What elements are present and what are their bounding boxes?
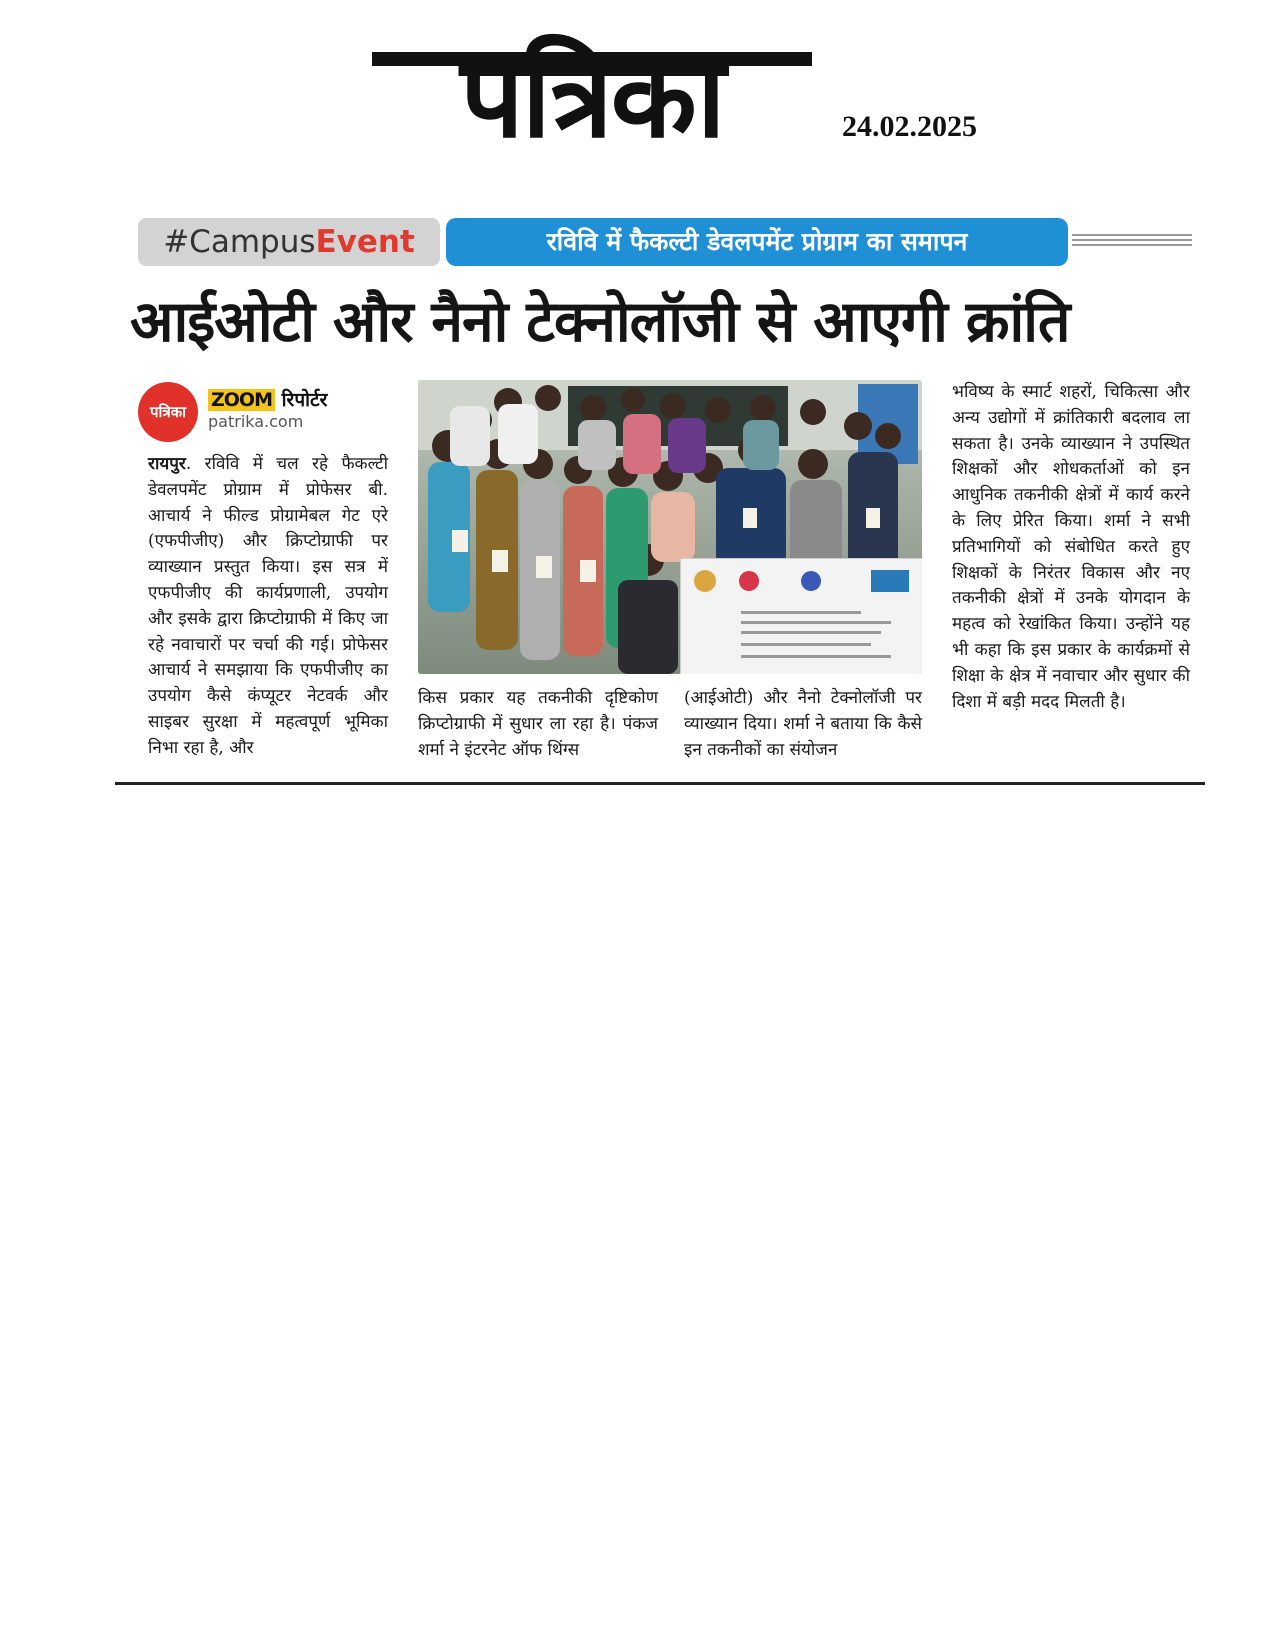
article-column-1-text: . रविवि में चल रहे फैकल्टी डेवलपमेंट प्रोग्राम में प्रोफेसर बी. आचार्य ने फील्ड प्रोग्रामेबल गेट एरे (एफपीजीए) और क्रिप्टोग्राफी पर व्याख्यान प्रस्तुत किया। इस सत्र में एफपीजीए की कार्यप्रणाली, उपयोग और इसके द्वारा क्रिप्टोग्राफी में किए जा रहे नवाचारों पर चर्चा की गई। प्रोफेसर आचार्य ने समझाया कि एफपीजीए का उपयोग कैसे कंप्यूटर नेटवर्क और साइबर सुरक्षा में महत्वपूर्ण भूमिका निभा रहा है, और [148, 454, 388, 758]
bottom-rule [115, 782, 1205, 785]
article-column-2: किस प्रकार यह तकनीकी दृष्टिकोण क्रिप्टोग्राफी में सुधार ला रहा है। पंकज शर्मा ने इंटरनेट ऑफ थिंग्स [418, 688, 658, 760]
masthead-title: पत्रिका [460, 32, 724, 163]
banner-logos [691, 567, 913, 595]
event-banner [680, 558, 922, 674]
dateline: रायपुर [148, 454, 186, 474]
article-column-1 [148, 452, 388, 762]
issue-date: 24.02.2025 [842, 110, 977, 143]
patrika-logo-icon: पत्रिका [138, 382, 198, 442]
kicker-decorative-lines [1072, 234, 1192, 250]
article-column-3: (आईओटी) और नैनो टेक्नोलॉजी पर व्याख्यान दिया। शर्मा ने बताया कि कैसे इन तकनीकों का संयोजन [684, 688, 922, 760]
kicker-banner: रविवि में फैकल्टी डेवलपमेंट प्रोग्राम का समापन [446, 218, 1068, 266]
event-photo [418, 380, 922, 674]
sponsor-logos-icon [691, 567, 913, 595]
reporter-role: रिपोर्टर [281, 389, 328, 411]
byline [138, 382, 398, 442]
section-tag-highlight: Event [315, 224, 415, 260]
section-tag [138, 218, 440, 266]
article-column-4: भविष्य के स्मार्ट शहरों, चिकित्सा और अन्य उद्योगों में क्रांतिकारी बदलाव ला सकता है। उनके व्याख्यान ने उपस्थित शिक्षकों और शोधकर्ताओं को इन आधुनिक तकनीकी क्षेत्रों में कार्य करने के लिए प्रेरित किया। शर्मा ने सभी प्रतिभागियों को संबोधित करते हुए शिक्षकों के निरंतर विकास और नए तकनीकी क्षेत्रों में उनके योगदान के महत्व को रेखांकित किया। उन्होंने यह भी कहा कि इस प्रकार के कार्यक्रमों से शिक्षा के क्षेत्र में नवाचार और सुधार की दिशा में बड़ी मदद मिलती है। [952, 382, 1190, 712]
section-tag-prefix: #Campus [163, 224, 316, 260]
headline: आईओटी और नैनो टेक्नोलॉजी से आएगी क्रांति [130, 289, 1070, 355]
masthead [372, 18, 812, 178]
reporter-label [208, 386, 327, 412]
site-url: patrika.com [208, 412, 304, 431]
zoom-logo: ZOOM [208, 389, 275, 411]
